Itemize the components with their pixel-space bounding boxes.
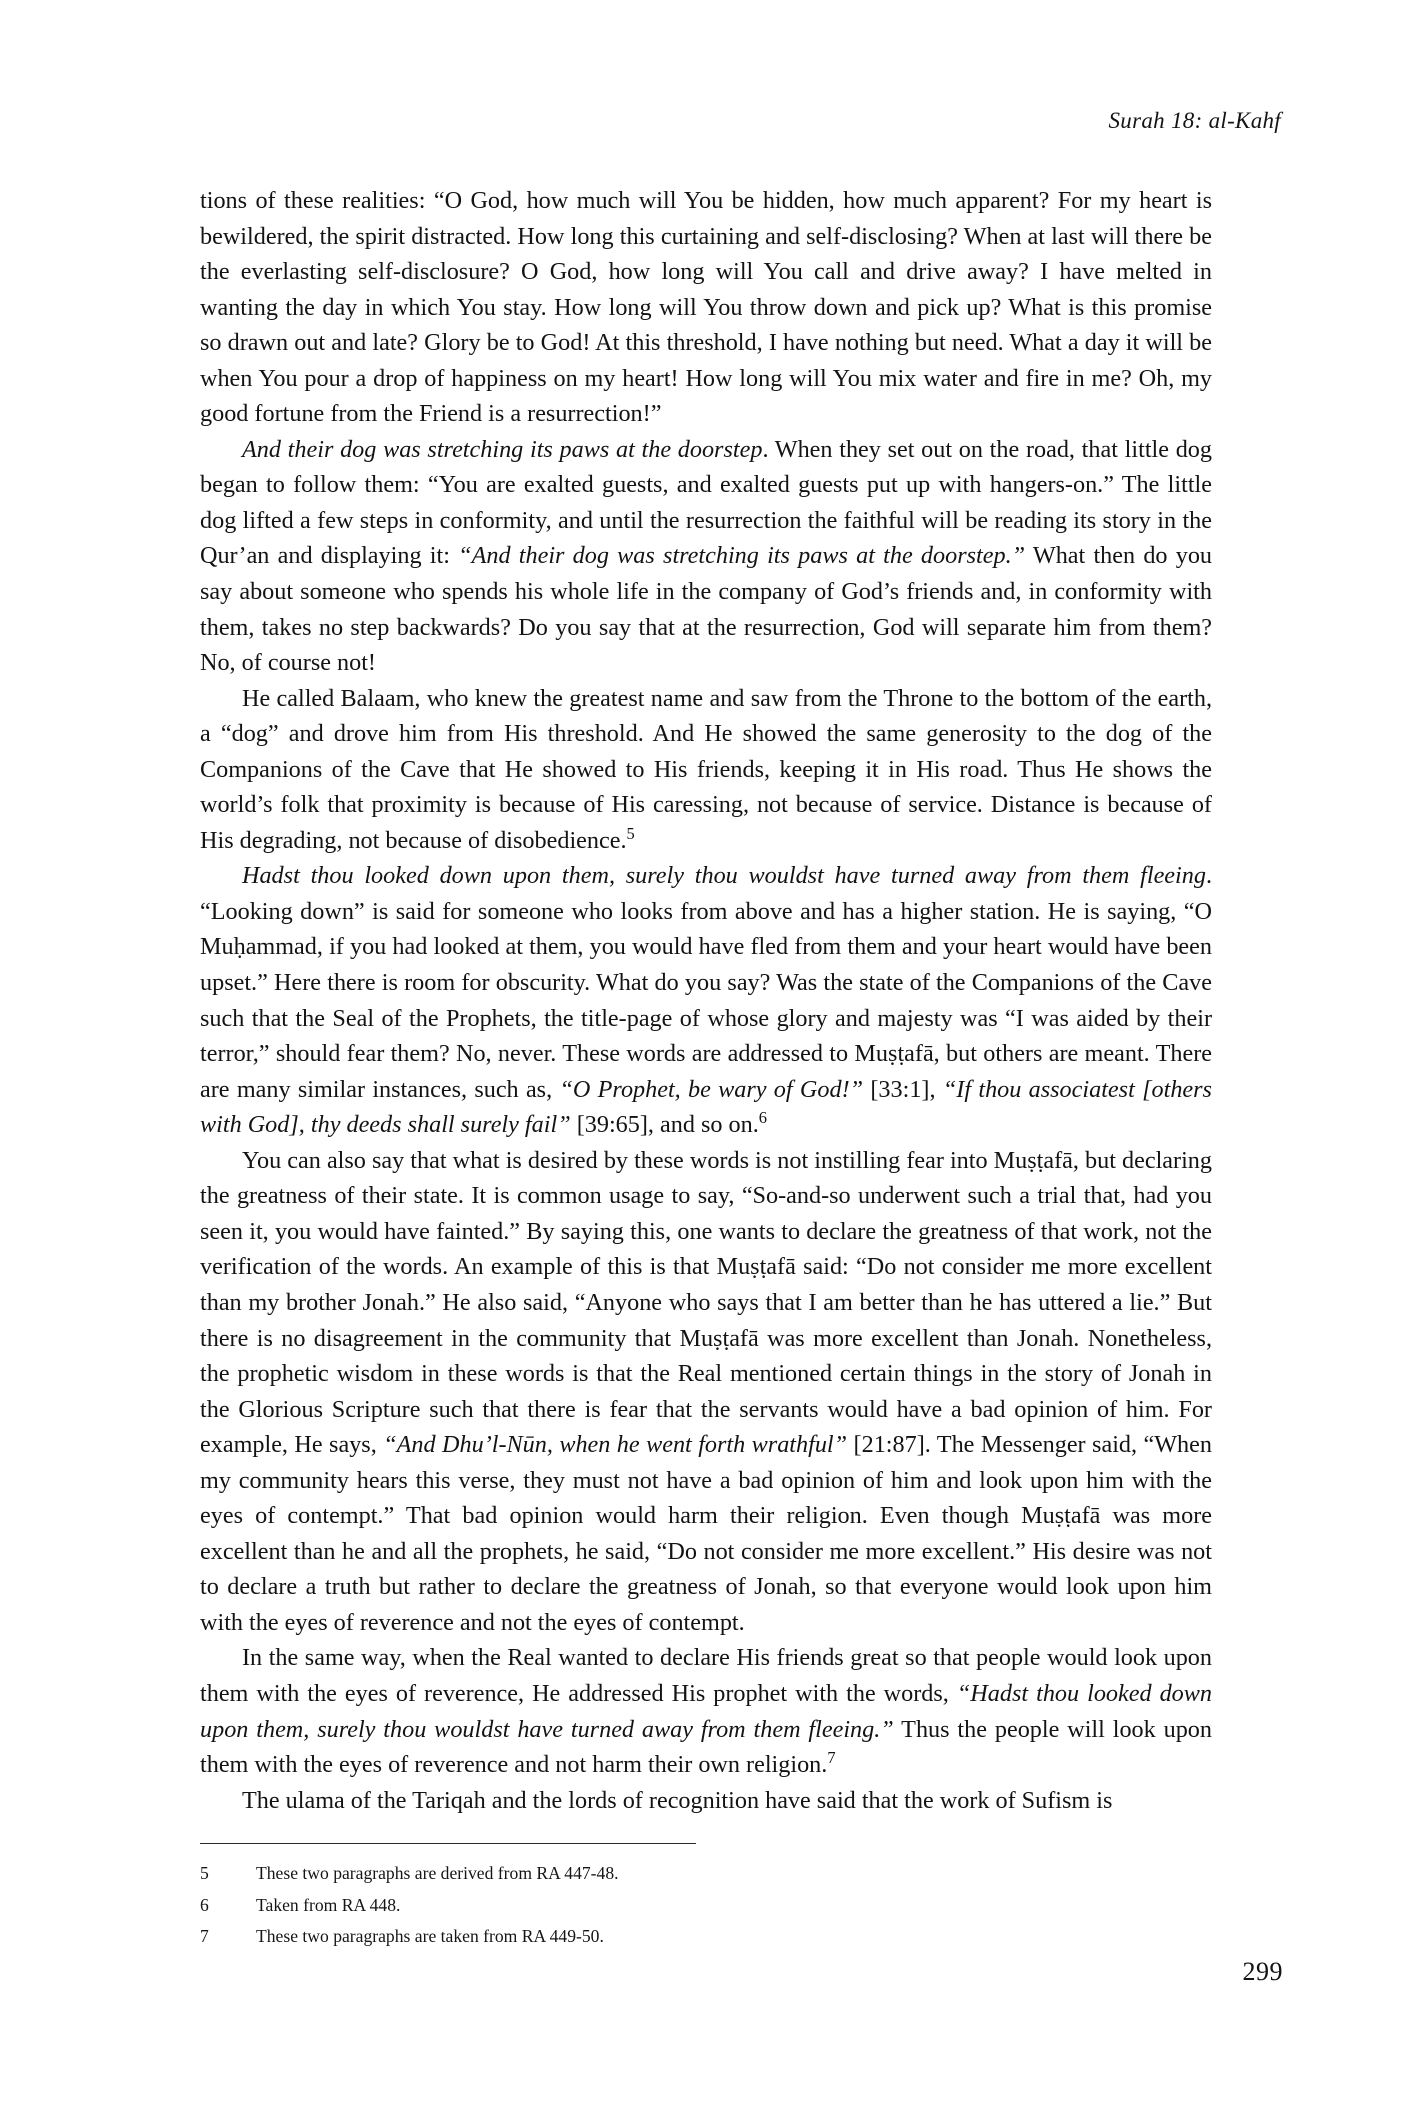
footnote-item [200, 1890, 1212, 1922]
footnote-reference: 7 [827, 1748, 836, 1767]
text-run: What then do you say about someone who spends his whole life in the company of God’s friends and, in conformity with them, takes no step backwards? Do you say that at the resurrection, God will separate him from them? No, of course not! [200, 542, 1213, 677]
text-run: Thus the people will look upon them with the eyes of reverence and not harm their own religion. [200, 1715, 1212, 1779]
footnote-text: Taken from RA 448. [256, 1894, 401, 1915]
text-run: You can also say that what is desired by these words is not instilling fear into Muṣṭafā, but declaring the greatness of their state. It is common usage to say, “So-and-so underwent such a trial that, had you seen it, you would have fainted.” By saying this, one wants to declare the greatness of that work, not the verification of the words. An example of this is that Muṣṭafā said: “Do not consider me more excellent than my brother Jonah.” He also said, “Anyone who says that I am better than he has uttered a lie.” But there is no disagreement in the community that Muṣṭafā was more excellent than Jonah. Nonetheless, the prophetic wisdom in these words is that the Real mentioned certain things in the story of Jonah in the Glorious Scripture such that there is fear that the servants would have a bad opinion of him. For example, He says, [200, 1146, 1212, 1459]
footnote-separator-rule [200, 1843, 696, 1844]
quoted-scripture-italic: “And Dhu’l-Nūn, when he went forth wrathful” [383, 1431, 848, 1459]
footnote-reference: 6 [758, 1108, 767, 1128]
footnote-item [200, 1858, 1212, 1890]
quoted-scripture-italic: “Hadst thou looked down upon them, surely thou wouldst have turned away from them fleeing.” [200, 1679, 1212, 1743]
text-run: . When they set out on the road, that little dog began to follow them: “You are exalted guests, and exalted guests put up with hangers-on.” The little dog lifted a few steps in conformity, and until the resurrection the faithful will be reading its story in the Qur’an and displaying it: [200, 435, 1212, 570]
text-run: [21:87]. The Messenger said, “When my community hears this verse, they must not have a bad opinion of him and look upon him with the eyes of contempt.” That bad opinion would harm their religion. Even though Muṣṭafā was more excellent than he and all the prophets, he said, “Do not consider me more excellent.” His desire was not to declare a truth but rather to declare the greatness of Jonah, so that everyone would look upon him with the eyes of reverence and not the eyes of contempt. [200, 1431, 1212, 1636]
footnote-text: These two paragraphs are derived from RA 447-48. [256, 1863, 619, 1883]
text-run: tions of these realities: “O God, how much will You be hidden, how much apparent? For my heart is bewildered, the spirit distracted. How long this curtaining and self-disclosing? When at last will there be the everlasting self-disclosure? O God, how long will You call and drive away? I have melted in wanting the day in which You stay. How long will You throw down and pick up? What is this promise so drawn out and late? Glory be to God! At this threshold, I have nothing but need. What a day it will be when You pour a drop of happiness on my heart! How long will You mix water and fire in me? Oh, my good fortune from the Friend is a resurrection!” [200, 187, 1212, 428]
footnote-number: 7 [200, 1926, 209, 1946]
footnote-zone [200, 1843, 1212, 1953]
footnote-reference: 5 [626, 823, 635, 843]
footnote-number: 6 [200, 1894, 209, 1915]
running-head: Surah 18: al-Kahf [1108, 108, 1281, 133]
paragraph [200, 183, 1212, 432]
quoted-scripture-italic: “O Prophet, be wary of God!” [559, 1075, 864, 1103]
paragraph [200, 858, 1212, 1142]
paragraph [200, 1640, 1212, 1782]
paragraph [200, 681, 1212, 859]
paragraph [200, 1783, 1212, 1819]
text-run: The ulama of the Tariqah and the lords of recognition have said that the work of Sufism is [242, 1786, 1113, 1814]
quoted-scripture-italic: “If thou associatest [others with God], thy deeds shall surely fail” [200, 1075, 1212, 1139]
page-number: 299 [1242, 1957, 1283, 1986]
text-run: [33:1], [863, 1075, 943, 1103]
footnote-list [200, 1858, 1212, 1953]
quoted-scripture-italic: And their dog was stretching its paws at the doorstep [242, 435, 763, 463]
text-run: He called Balaam, who knew the greatest name and saw from the Throne to the bottom of the earth, a “dog” and drove him from His threshold. And He showed the same generosity to the dog of the Companions of the Cave that He showed to His friends, keeping it in His road. Thus He shows the world’s folk that proximity is because of His caressing, not because of service. Distance is because of His degrading, not because of disobedience. [200, 684, 1212, 854]
paragraph [200, 1143, 1212, 1641]
text-run: [39:65], and so on. [570, 1111, 759, 1139]
quoted-scripture-italic: Hadst thou looked down upon them, surely thou wouldst have turned away from them fleeing [242, 862, 1206, 890]
body-text-column [200, 183, 1212, 1818]
footnote-item [200, 1921, 1212, 1953]
footnote-text: These two paragraphs are taken from RA 449-50. [256, 1926, 604, 1946]
quoted-scripture-italic: “And their dog was stretching its paws at the doorstep.” [458, 542, 1026, 570]
footnote-number: 5 [200, 1863, 209, 1883]
text-run: In the same way, when the Real wanted to declare His friends great so that people would look upon them with the eyes of reverence, He addressed His prophet with the words, [200, 1644, 1212, 1707]
paragraph [200, 432, 1212, 681]
text-run: . “Looking down” is said for someone who looks from above and has a higher station. He is saying, “O Muḥammad, if you had looked at them, you would have fled from them and your heart would have been upset.” Here there is room for obscurity. What do you say? Was the state of the Companions of the Cave such that the Seal of the Prophets, the title-page of whose glory and majesty was “I was aided by their terror,” should fear them? No, never. These words are addressed to Muṣṭafā, but others are meant. There are many similar instances, such as, [200, 862, 1212, 1103]
